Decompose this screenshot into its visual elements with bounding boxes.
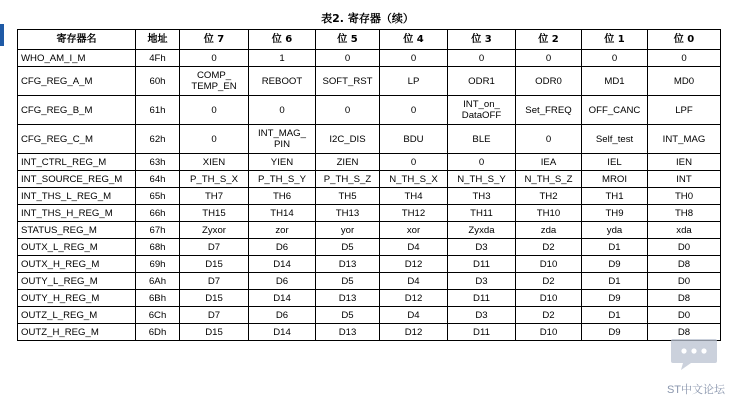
- bit-4-cell: D12: [380, 290, 448, 307]
- bit-0-cell: D8: [648, 256, 721, 273]
- table-row: [18, 256, 721, 273]
- register-table-body: [18, 50, 721, 341]
- bit-7-cell: D15: [180, 290, 249, 307]
- bit-4-cell: TH12: [380, 205, 448, 222]
- bit-4-cell: N_TH_S_X: [380, 171, 448, 188]
- bit-3-cell: D11: [448, 290, 516, 307]
- bit-7-cell: 0: [180, 125, 249, 154]
- bit-5-cell: TH13: [316, 205, 380, 222]
- bit-6-cell: INT_MAG_ PIN: [249, 125, 316, 154]
- bit-0-cell: IEN: [648, 154, 721, 171]
- register-address-cell: 6Bh: [136, 290, 180, 307]
- bit-0-cell: D8: [648, 324, 721, 341]
- bit-3-cell: TH3: [448, 188, 516, 205]
- bit-7-cell: D7: [180, 239, 249, 256]
- bit-7-cell: XIEN: [180, 154, 249, 171]
- bit-2-cell: ODR0: [516, 67, 582, 96]
- bit-6-cell: D6: [249, 239, 316, 256]
- bit-4-cell: BDU: [380, 125, 448, 154]
- register-address-cell: 66h: [136, 205, 180, 222]
- bit-3-cell: ODR1: [448, 67, 516, 96]
- bit-7-cell: P_TH_S_X: [180, 171, 249, 188]
- bit-2-cell: D10: [516, 324, 582, 341]
- table-row: [18, 205, 721, 222]
- bit-6-cell: D14: [249, 256, 316, 273]
- bit-6-cell: D14: [249, 324, 316, 341]
- bit-7-cell: D15: [180, 324, 249, 341]
- bit-4-cell: D12: [380, 256, 448, 273]
- bit-4-cell: D4: [380, 273, 448, 290]
- bit-2-cell: TH10: [516, 205, 582, 222]
- register-name-cell: WHO_AM_I_M: [18, 50, 136, 67]
- bit-4-cell: xor: [380, 222, 448, 239]
- header-row: [18, 30, 721, 50]
- bit-1-cell: D1: [582, 307, 648, 324]
- header-bit-1: 位 1: [582, 30, 648, 50]
- register-table: [17, 29, 721, 341]
- bit-2-cell: 0: [516, 125, 582, 154]
- bit-0-cell: 0: [648, 50, 721, 67]
- bit-3-cell: Zyxda: [448, 222, 516, 239]
- table-row: [18, 67, 721, 96]
- bit-3-cell: BLE: [448, 125, 516, 154]
- bit-2-cell: zda: [516, 222, 582, 239]
- bit-7-cell: COMP_ TEMP_EN: [180, 67, 249, 96]
- bit-0-cell: TH0: [648, 188, 721, 205]
- table-row: [18, 96, 721, 125]
- table-row: [18, 154, 721, 171]
- bit-7-cell: 0: [180, 96, 249, 125]
- bit-2-cell: TH2: [516, 188, 582, 205]
- bit-5-cell: D5: [316, 239, 380, 256]
- table-row: [18, 324, 721, 341]
- bit-1-cell: TH9: [582, 205, 648, 222]
- table-row: [18, 239, 721, 256]
- header-register-name: 寄存器名: [18, 30, 136, 50]
- register-name-cell: OUTZ_L_REG_M: [18, 307, 136, 324]
- page-edge-tab: [0, 24, 4, 46]
- bit-6-cell: REBOOT: [249, 67, 316, 96]
- register-name-cell: INT_THS_H_REG_M: [18, 205, 136, 222]
- bit-3-cell: TH11: [448, 205, 516, 222]
- bit-6-cell: 0: [249, 96, 316, 125]
- bit-0-cell: D0: [648, 307, 721, 324]
- bit-0-cell: D8: [648, 290, 721, 307]
- bit-6-cell: 1: [249, 50, 316, 67]
- bit-2-cell: IEA: [516, 154, 582, 171]
- bit-1-cell: D9: [582, 290, 648, 307]
- header-bit-4: 位 4: [380, 30, 448, 50]
- bit-5-cell: D13: [316, 290, 380, 307]
- header-address: 地址: [136, 30, 180, 50]
- bit-4-cell: 0: [380, 154, 448, 171]
- register-name-cell: OUTY_L_REG_M: [18, 273, 136, 290]
- register-address-cell: 68h: [136, 239, 180, 256]
- bit-7-cell: TH7: [180, 188, 249, 205]
- header-bit-3: 位 3: [448, 30, 516, 50]
- bit-1-cell: TH1: [582, 188, 648, 205]
- bit-4-cell: D4: [380, 239, 448, 256]
- bit-3-cell: D3: [448, 307, 516, 324]
- header-bit-0: 位 0: [648, 30, 721, 50]
- register-name-cell: OUTX_L_REG_M: [18, 239, 136, 256]
- bit-3-cell: D3: [448, 239, 516, 256]
- register-name-cell: INT_THS_L_REG_M: [18, 188, 136, 205]
- bit-5-cell: I2C_DIS: [316, 125, 380, 154]
- register-name-cell: OUTY_H_REG_M: [18, 290, 136, 307]
- bit-6-cell: D6: [249, 307, 316, 324]
- table-row: [18, 171, 721, 188]
- register-address-cell: 6Dh: [136, 324, 180, 341]
- bit-3-cell: 0: [448, 154, 516, 171]
- header-bit-7: 位 7: [180, 30, 249, 50]
- register-address-cell: 61h: [136, 96, 180, 125]
- bit-7-cell: 0: [180, 50, 249, 67]
- bit-6-cell: P_TH_S_Y: [249, 171, 316, 188]
- bit-0-cell: INT_MAG: [648, 125, 721, 154]
- register-address-cell: 65h: [136, 188, 180, 205]
- bit-0-cell: TH8: [648, 205, 721, 222]
- register-address-cell: 6Ch: [136, 307, 180, 324]
- register-name-cell: CFG_REG_B_M: [18, 96, 136, 125]
- bit-6-cell: YIEN: [249, 154, 316, 171]
- bit-3-cell: D3: [448, 273, 516, 290]
- bit-3-cell: 0: [448, 50, 516, 67]
- register-name-cell: CFG_REG_C_M: [18, 125, 136, 154]
- bit-2-cell: 0: [516, 50, 582, 67]
- bit-4-cell: D4: [380, 307, 448, 324]
- table-caption: 表2. 寄存器（续）: [321, 12, 414, 25]
- bit-7-cell: Zyxor: [180, 222, 249, 239]
- register-name-cell: CFG_REG_A_M: [18, 67, 136, 96]
- bit-1-cell: D9: [582, 324, 648, 341]
- bit-2-cell: Set_FREQ: [516, 96, 582, 125]
- bit-4-cell: LP: [380, 67, 448, 96]
- bit-1-cell: OFF_CANC: [582, 96, 648, 125]
- register-name-cell: OUTX_H_REG_M: [18, 256, 136, 273]
- bit-5-cell: D13: [316, 324, 380, 341]
- bit-5-cell: D13: [316, 256, 380, 273]
- bit-1-cell: D1: [582, 239, 648, 256]
- table-row: [18, 290, 721, 307]
- watermark-text: ST中文论坛: [666, 384, 725, 396]
- register-name-cell: INT_CTRL_REG_M: [18, 154, 136, 171]
- header-bit-2: 位 2: [516, 30, 582, 50]
- bit-0-cell: xda: [648, 222, 721, 239]
- bit-0-cell: INT: [648, 171, 721, 188]
- bit-0-cell: MD0: [648, 67, 721, 96]
- bit-5-cell: D5: [316, 273, 380, 290]
- bit-1-cell: IEL: [582, 154, 648, 171]
- bit-5-cell: TH5: [316, 188, 380, 205]
- bit-6-cell: TH14: [249, 205, 316, 222]
- table-row: [18, 307, 721, 324]
- bit-0-cell: D0: [648, 273, 721, 290]
- register-address-cell: 6Ah: [136, 273, 180, 290]
- bit-7-cell: TH15: [180, 205, 249, 222]
- bit-3-cell: D11: [448, 324, 516, 341]
- watermark: [661, 337, 725, 397]
- bit-2-cell: D10: [516, 290, 582, 307]
- table-row: [18, 50, 721, 67]
- bit-1-cell: Self_test: [582, 125, 648, 154]
- bit-5-cell: D5: [316, 307, 380, 324]
- table-row: [18, 125, 721, 154]
- bit-6-cell: D6: [249, 273, 316, 290]
- bit-0-cell: D0: [648, 239, 721, 256]
- bit-4-cell: TH4: [380, 188, 448, 205]
- register-name-cell: INT_SOURCE_REG_M: [18, 171, 136, 188]
- bit-1-cell: yda: [582, 222, 648, 239]
- bit-3-cell: D11: [448, 256, 516, 273]
- bit-1-cell: MD1: [582, 67, 648, 96]
- table-row: [18, 222, 721, 239]
- bit-2-cell: D2: [516, 239, 582, 256]
- register-name-cell: STATUS_REG_M: [18, 222, 136, 239]
- bit-4-cell: 0: [380, 50, 448, 67]
- bit-6-cell: D14: [249, 290, 316, 307]
- bit-1-cell: 0: [582, 50, 648, 67]
- register-address-cell: 64h: [136, 171, 180, 188]
- bit-6-cell: TH6: [249, 188, 316, 205]
- bit-2-cell: D2: [516, 307, 582, 324]
- bit-4-cell: D12: [380, 324, 448, 341]
- table-row: [18, 188, 721, 205]
- bit-2-cell: D10: [516, 256, 582, 273]
- register-address-cell: 67h: [136, 222, 180, 239]
- bit-4-cell: 0: [380, 96, 448, 125]
- bit-5-cell: 0: [316, 96, 380, 125]
- bit-7-cell: D7: [180, 307, 249, 324]
- header-bit-5: 位 5: [316, 30, 380, 50]
- header-bit-6: 位 6: [249, 30, 316, 50]
- chat-bubble-icon: [669, 337, 719, 371]
- bit-0-cell: LPF: [648, 96, 721, 125]
- register-address-cell: 69h: [136, 256, 180, 273]
- bit-5-cell: SOFT_RST: [316, 67, 380, 96]
- register-name-cell: OUTZ_H_REG_M: [18, 324, 136, 341]
- register-address-cell: 63h: [136, 154, 180, 171]
- bit-1-cell: MROI: [582, 171, 648, 188]
- bit-6-cell: zor: [249, 222, 316, 239]
- bit-1-cell: D1: [582, 273, 648, 290]
- register-address-cell: 60h: [136, 67, 180, 96]
- bit-7-cell: D7: [180, 273, 249, 290]
- register-address-cell: 4Fh: [136, 50, 180, 67]
- table-row: [18, 273, 721, 290]
- bit-7-cell: D15: [180, 256, 249, 273]
- bit-5-cell: yor: [316, 222, 380, 239]
- bit-3-cell: INT_on_ DataOFF: [448, 96, 516, 125]
- register-address-cell: 62h: [136, 125, 180, 154]
- bit-5-cell: ZIEN: [316, 154, 380, 171]
- bit-5-cell: P_TH_S_Z: [316, 171, 380, 188]
- bit-1-cell: D9: [582, 256, 648, 273]
- bit-5-cell: 0: [316, 50, 380, 67]
- bit-2-cell: D2: [516, 273, 582, 290]
- bit-2-cell: N_TH_S_Z: [516, 171, 582, 188]
- bit-3-cell: N_TH_S_Y: [448, 171, 516, 188]
